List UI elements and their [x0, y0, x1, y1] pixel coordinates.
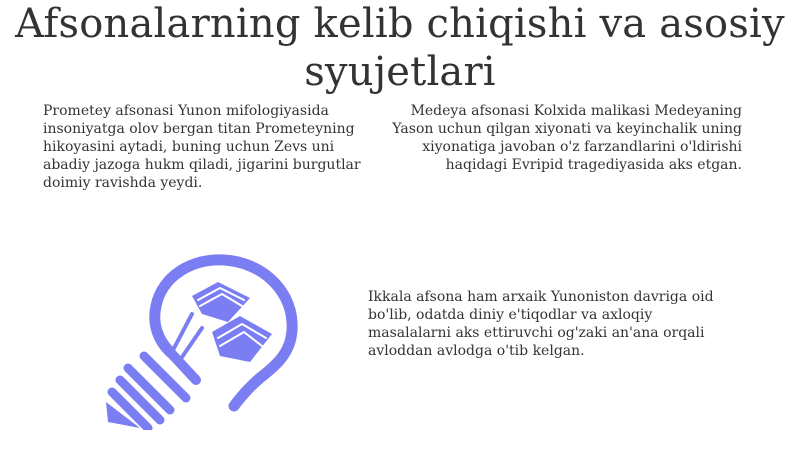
lightbulb-book-icon: [100, 252, 310, 430]
book-lower-icon: [212, 316, 272, 362]
paragraph-prometheus: Prometey afsonasi Yunon mifologiyasida insoniyatga olov bergan titan Prometeyning hikoyasini aytadi, buning uchun Zevs uni abadiy jazoga hukm qiladi, jigarini burgutlar doimiy ravishda yeydi.: [43, 103, 361, 191]
slide-title: Afsonalarning kelib chiqishi va asosiy syujetlari: [15, 1, 785, 95]
paragraph-medea: Medeya afsonasi Kolxida malikasi Medeyaning Yason uchun qilgan xiyonati va keyinchalik uning xiyonatiga javoban o'z farzandlarini o'ldirishi haqidagi Evripid tragediyasida aks etgan.: [392, 103, 742, 173]
paragraph-summary: Ikkala afsona ham arxaik Yunoniston davriga oid bo'lib, odatda diniy e'tiqodlar va axloqiy masalalarni aks ettiruvchi og'zaki an'ana orqali avloddan avlodga o'tib kelgan.: [368, 289, 714, 359]
